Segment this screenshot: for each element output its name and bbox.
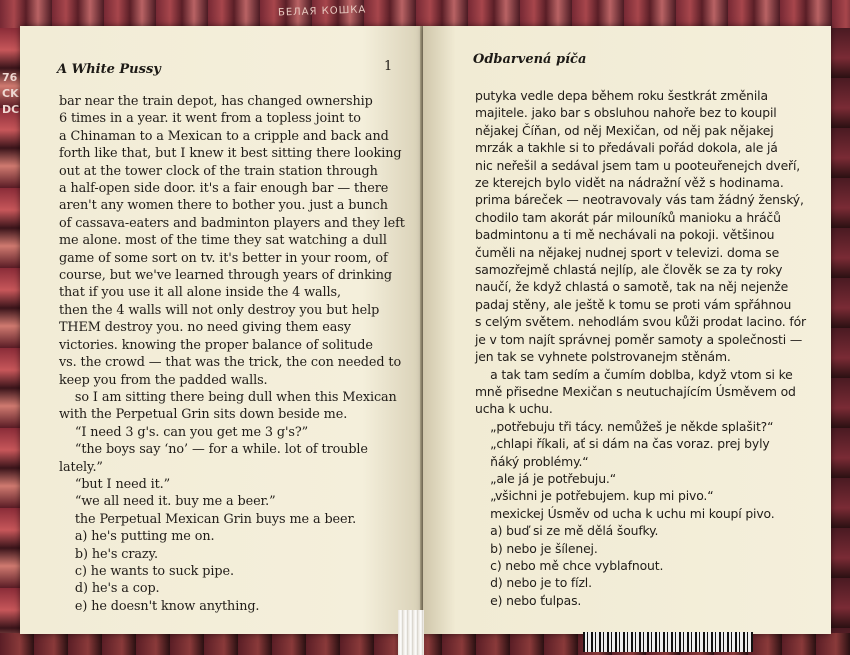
right-text-line: a) buď si ze mě dělá šoufky.: [475, 523, 659, 539]
right-text-line: je v tom najít správnej poměr samoty a společnosti —: [475, 331, 803, 347]
left-text-line: forth like that, but I knew it best sitting there looking: [59, 146, 402, 162]
left-text-line: lately.”: [59, 459, 103, 475]
left-text-line: e) he doesn't know anything.: [59, 598, 260, 614]
left-text-line: keep you from the padded walls.: [59, 372, 268, 388]
left-text-line: course, but we've learned through years of drinking: [59, 268, 393, 284]
left-text-line: that if you use it all alone inside the 4 walls,: [59, 285, 341, 301]
left-text-line: THEM destroy you. no need giving them easy: [59, 320, 351, 336]
left-text-line: aren't any women there to bother you. just a bunch: [59, 198, 388, 214]
ribbon-bookmark: [398, 610, 424, 655]
right-text-line: e) nebo ťulpas.: [475, 592, 582, 608]
right-text-line: ňáký problémy.“: [475, 453, 589, 469]
cover-side-text: 76 CK DC: [2, 71, 20, 116]
left-text-line: b) he's crazy.: [59, 546, 158, 562]
right-text-line: d) nebo je to fízl.: [475, 575, 592, 591]
right-page-text: [475, 87, 806, 609]
right-text-line: nic neřešil a sedával jsem tam u pooteuřenejch dveří,: [475, 157, 801, 173]
right-text-line: putyka vedle depa během roku šestkrát změnila: [475, 88, 768, 103]
left-text-line: me alone. most of the time they sat watching a dull: [59, 233, 387, 249]
left-text-line: of cassava-eaters and badminton players and they left: [59, 215, 405, 231]
left-text-line: “the boys say ‘no’ — for a while. lot of trouble: [59, 442, 368, 458]
cover-spine-text: БЕЛАЯ КОШКА: [277, 4, 367, 19]
left-text-line: “we all need it. buy me a beer.”: [59, 494, 276, 510]
right-text-line: badmintonu a ti mě nechávali na pokoji. většinou: [475, 227, 775, 243]
right-text-line: mexickej Úsměv od ucha k uchu mi koupí pivo.: [475, 505, 775, 521]
right-running-head: Odbarvená píča: [473, 52, 587, 67]
right-text-line: b) nebo je šílenej.: [475, 540, 598, 556]
right-text-line: c) nebo mě chce vyblafnout.: [475, 557, 664, 573]
right-text-line: nějakej Číňan, od něj Mexičan, od něj pak nějakej: [475, 122, 774, 138]
left-text-line: out at the tower clock of the train station through: [59, 163, 378, 179]
right-text-line: „chlapi říkali, ať si dám na čas voraz. prej byly: [475, 436, 770, 452]
right-text-line: naučí, že když chlastá o samotě, tak na něj nejenže: [475, 279, 789, 295]
left-text-line: then the 4 walls will not only destroy you but help: [59, 302, 380, 318]
right-text-line: a tak tam sedím a čumím doblba, když vtom si ke: [475, 366, 793, 382]
cover-right-edge: [828, 28, 850, 655]
left-text-line: victories. knowing the proper balance of solitude: [59, 337, 373, 353]
left-text-line: so I am sitting there being dull when this Mexican: [59, 389, 397, 405]
left-text-line: a half-open side door. it's a fair enough bar — there: [59, 181, 389, 197]
right-text-line: jen tak se vyhnete polstrovanejm stěnám.: [475, 349, 731, 365]
right-text-line: chodilo tam akorát pár milouníků manioku a hráčů: [475, 209, 781, 225]
left-text-line: bar near the train depot, has changed ownership: [59, 94, 373, 109]
right-text-line: „ale já je potřebuju.“: [475, 470, 616, 486]
right-text-line: mně přisedne Mexičan s neutuchajícím Úsměvem od: [475, 383, 796, 399]
right-text-line: čuměli na nějakej nudnej sport v televizi. doma se: [475, 244, 780, 260]
left-text-line: a Chinaman to a Mexican to a cripple and back and: [59, 128, 389, 144]
left-text-line: d) he's a cop.: [59, 581, 160, 597]
right-page: [423, 26, 831, 634]
left-text-line: “but I need it.”: [59, 476, 171, 492]
left-text-line: game of some sort on tv. it's better in your room, of: [59, 250, 388, 266]
left-text-line: the Perpetual Mexican Grin buys me a beer.: [59, 511, 357, 527]
left-text-line: a) he's putting me on.: [59, 529, 215, 545]
left-running-head: A White Pussy: [57, 62, 161, 77]
right-text-line: s celým světem. nehodlám svou kůži prodat lacino. fór: [475, 314, 806, 330]
right-text-line: ze kterejch bylo vidět na nádražní věž s hodinama.: [475, 175, 784, 191]
left-text-line: c) he wants to suck pipe.: [59, 563, 234, 579]
left-page: [20, 26, 423, 634]
left-text-line: with the Perpetual Grin sits down beside me.: [59, 407, 348, 423]
right-text-line: „potřebuju tři tácy. nemůžeš je někde splašit?“: [475, 418, 774, 434]
page-number: 1: [384, 59, 393, 74]
barcode: [583, 632, 753, 652]
left-text-line: “I need 3 g's. can you get me 3 g's?”: [59, 424, 309, 440]
right-text-line: majitele. jako bar s obsluhou nahoře bez to koupil: [475, 105, 777, 121]
right-text-line: prima báreček — neotravovaly vás tam žádný ženský,: [475, 192, 804, 208]
right-text-line: ucha k uchu.: [475, 401, 553, 417]
left-page-text: [59, 93, 405, 615]
right-text-line: mrzák a takhle si to předávali pořád dokola, ale já: [475, 140, 778, 156]
left-text-line: 6 times in a year. it went from a topless joint to: [59, 111, 361, 127]
right-text-line: padaj stěny, ale ještě k tomu se proti vám spřáhnou: [475, 296, 792, 312]
cover-top-edge: [0, 0, 850, 28]
right-text-line: samozřejmě chlastá nejlíp, ale člověk se za ty roky: [475, 262, 783, 278]
left-text-line: vs. the crowd — that was the trick, the con needed to: [59, 355, 402, 371]
right-text-line: „všichni je potřebujem. kup mi pivo.“: [475, 488, 714, 504]
